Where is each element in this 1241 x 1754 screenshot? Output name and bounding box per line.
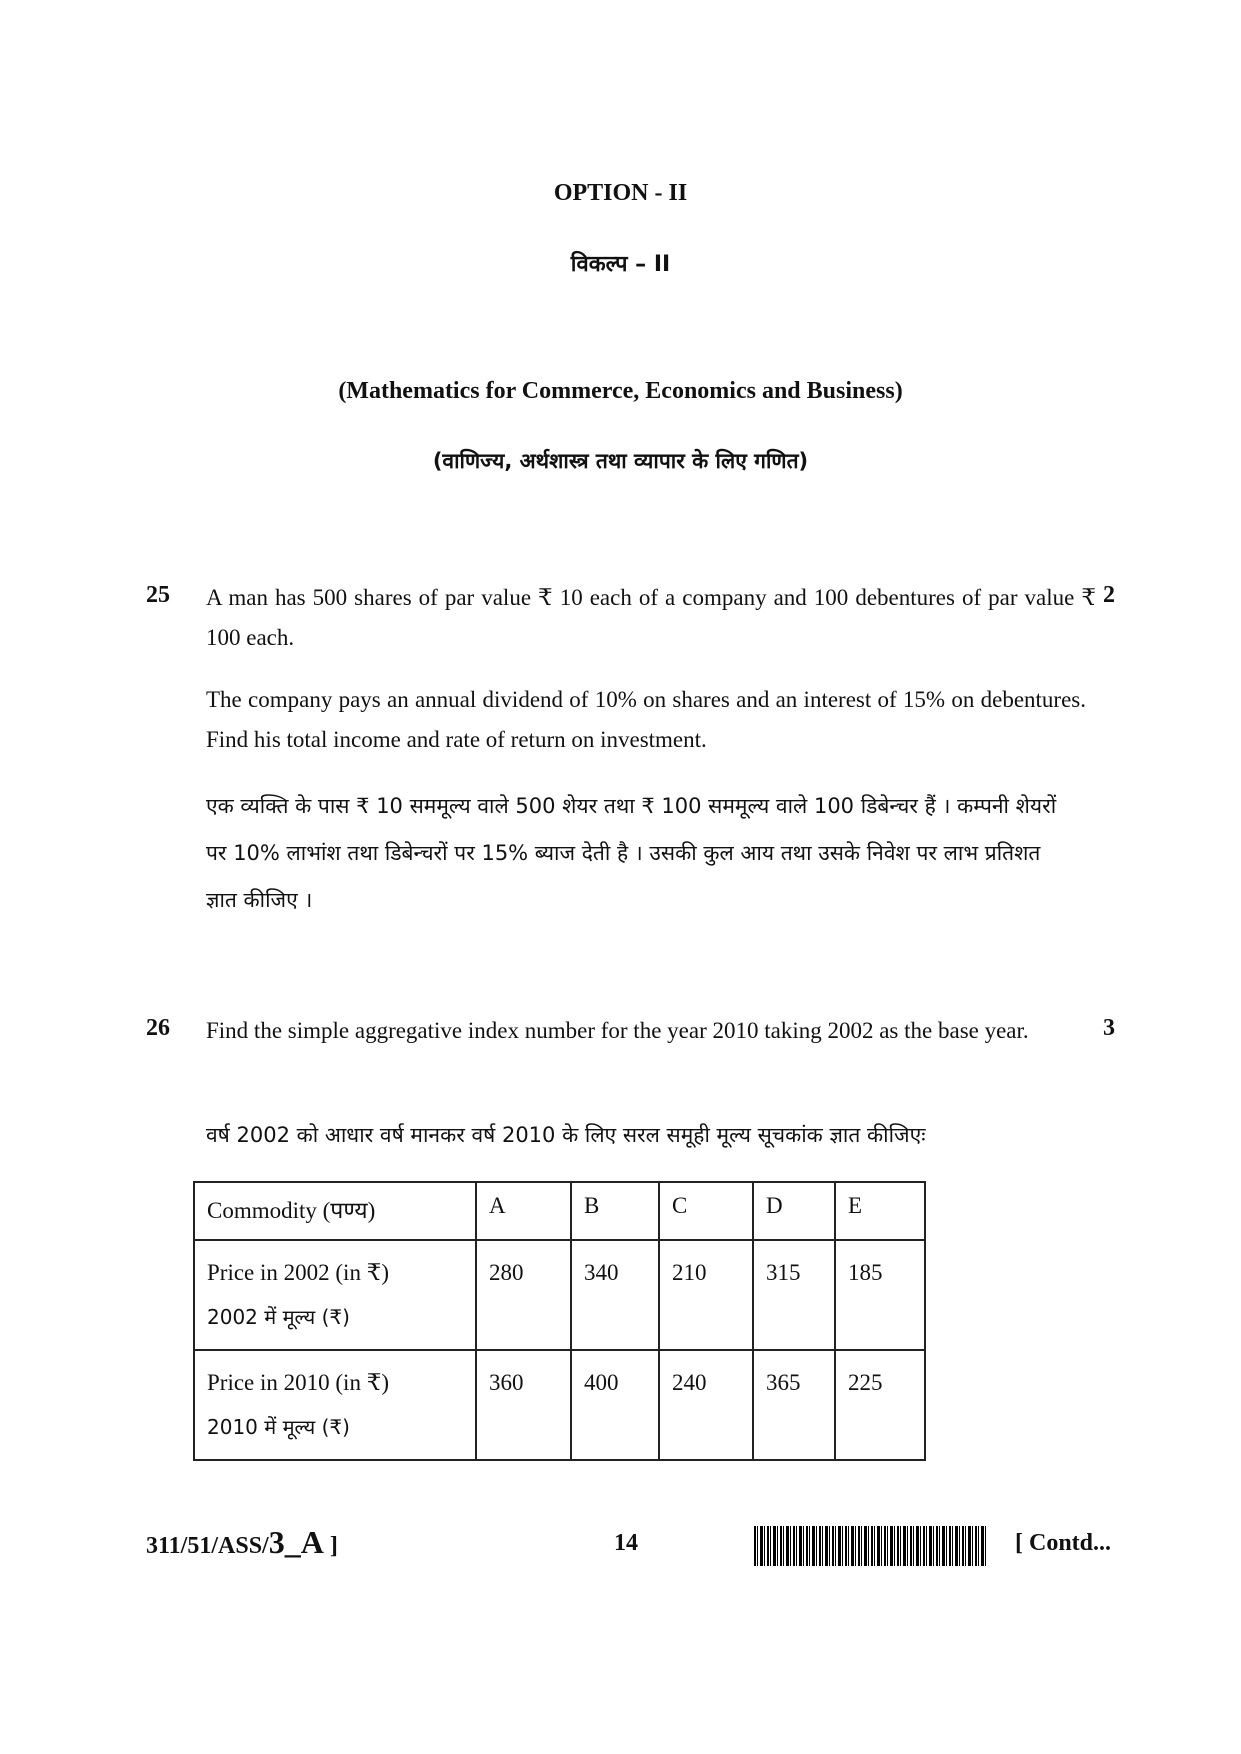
- paper-code-prefix: 311/51/ASS/: [146, 1533, 269, 1559]
- table-cell: 185: [835, 1240, 925, 1350]
- table-header-cell: C: [659, 1182, 753, 1240]
- table-cell: 360: [476, 1350, 571, 1460]
- table-cell: 315: [753, 1240, 835, 1350]
- question-25-text: A man has 500 shares of par value ₹ 10 each of a company and 100 debentures of par value ₹ 100 each.: [206, 585, 1096, 650]
- question-number-25: 25: [146, 582, 170, 608]
- question-number-26: 26: [146, 1015, 170, 1041]
- question-26-text: Find the simple aggregative index number for the year 2010 taking 2002 as the base year.: [206, 1018, 1029, 1043]
- subject-heading-hindi: (वाणिज्य, अर्थशास्त्र तथा व्यापार के लिए गणित): [432, 449, 809, 473]
- option-heading-hindi: विकल्प – II: [570, 252, 671, 277]
- table-row: [194, 1240, 925, 1350]
- page-number: 14: [614, 1530, 638, 1556]
- row-label-hi: 2002 में मूल्य (₹): [207, 1305, 350, 1329]
- table-header-cell: Commodity (पण्य): [194, 1182, 476, 1240]
- row-label-en: Price in 2002 (in ₹): [207, 1260, 389, 1285]
- table-header-cell: D: [753, 1182, 835, 1240]
- table-cell: 280: [476, 1240, 571, 1350]
- marks-25: 2: [1103, 582, 1115, 608]
- table-cell: 400: [571, 1350, 659, 1460]
- paper-code-suffix: ]: [323, 1533, 338, 1559]
- table-header-cell: A: [476, 1182, 571, 1240]
- table-row-label: [194, 1240, 476, 1350]
- table-cell: 225: [835, 1350, 925, 1460]
- question-25-text-hindi: एक व्यक्ति के पास ₹ 10 सममूल्य वाले 500 शेयर तथा ₹ 100 सममूल्य वाले 100 डिबेन्चर हैं । कम्पनी शेयरों पर 10% लाभांश तथा डिबेन्चरों पर 15% ब्याज देती है । उसकी कुल आय तथा उसके निवेश पर लाभ प्रतिशत ज्ञात कीजिए ।: [206, 794, 1057, 912]
- price-table: [193, 1181, 926, 1461]
- table-header-row: [194, 1182, 925, 1240]
- paper-code-set: 3_A: [268, 1524, 324, 1560]
- table-row: [194, 1350, 925, 1460]
- table-cell: 210: [659, 1240, 753, 1350]
- continued-label: [ Contd...: [1015, 1530, 1112, 1556]
- row-label-hi: 2010 में मूल्य (₹): [207, 1415, 350, 1439]
- table-header-cell: B: [571, 1182, 659, 1240]
- table-cell: 340: [571, 1240, 659, 1350]
- marks-26: 3: [1103, 1015, 1115, 1041]
- table-cell: 365: [753, 1350, 835, 1460]
- row-label-en: Price in 2010 (in ₹): [207, 1370, 389, 1395]
- table-cell: 240: [659, 1350, 753, 1460]
- question-26-text-hindi: वर्ष 2002 को आधार वर्ष मानकर वर्ष 2010 के लिए सरल समूही मूल्य सूचकांक ज्ञात कीजिएः: [206, 1123, 926, 1147]
- option-heading: OPTION - II: [553, 180, 688, 206]
- paper-code: [146, 1524, 338, 1561]
- barcode-image: [754, 1526, 988, 1566]
- question-25-text-2: The company pays an annual dividend of 10% on shares and an interest of 15% on debentures. Find his total income and rate of return on investment.: [206, 687, 1086, 752]
- table-header-cell: E: [835, 1182, 925, 1240]
- table-row-label: [194, 1350, 476, 1460]
- subject-heading: (Mathematics for Commerce, Economics and Business): [338, 378, 903, 404]
